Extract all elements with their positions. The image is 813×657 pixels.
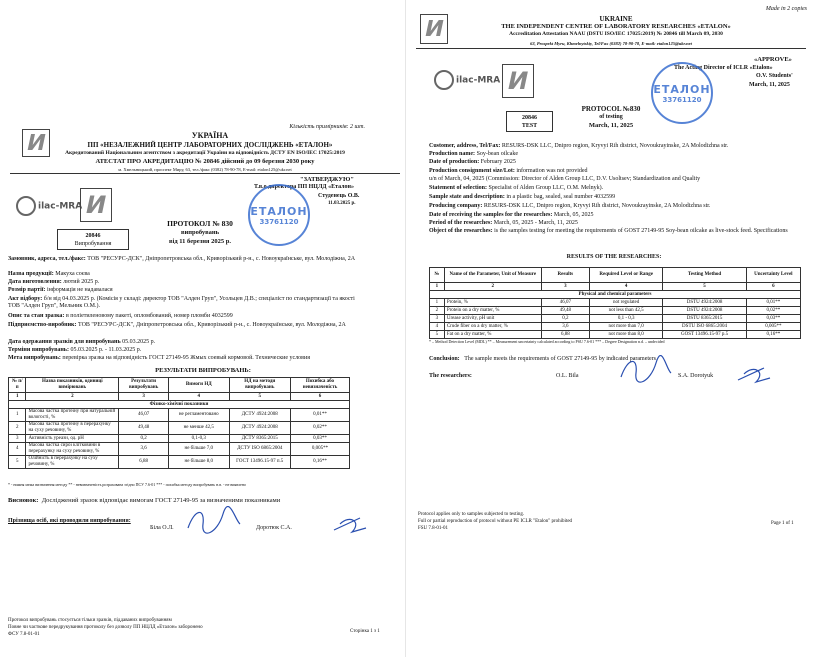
approve-role: The Acting Director of ICLR «Etalon» [674,65,773,71]
col-header: № п/п [9,378,26,393]
col-header: Name of the Parameter, Unit of Measure [444,268,541,283]
table-section-row: Physical and chemical parameters [430,291,801,299]
col-header: Required Level or Range [589,268,663,283]
approve-role: Т.в.о.директора ПП НЦЛД «Еталон» [254,184,354,190]
ilac-mra-logo: ilac-MRA [434,70,500,90]
sample-number: 20846 [85,233,101,239]
field-product-name: Production name: Soy-bean oilcake [429,151,519,157]
field-lot-size: Production consignment size/Lot: information was not provided [429,168,588,174]
signature-bila [183,506,243,536]
protocol-page-english [406,0,813,657]
signer-name: Біла О.Л. [150,525,174,531]
field-production-date: Дата виготовлення: лютий 2025 р. [8,279,100,285]
col-header: Похибка або невизначеність [290,378,349,393]
etalon-mark-icon: И [80,188,112,222]
signers-label: Прізвища осіб, які проводили випробування: [8,518,131,524]
header-country: UKRAINE [599,15,633,23]
field-lot-size: Розмір партії: інформація не надавалася [8,287,113,293]
header-accred: Акредитований Національним агентством з акредитації України на відповідність ДСТУ EN ISO/IEC 17025:2019 [65,150,345,156]
approve-name: Студенець О.В. [318,193,360,199]
field-customer: Замовник, адреса, тел./факс: ТОВ "РЕСУРС-ДСК", Дніпропетровська обл., Криворізький р-н., с. Новоукраїнське, вул. Молодіжна, 2А [8,256,356,262]
header-country: УКРАЇНА [191,131,229,140]
table-section-row: Фізико-хімічні показники [9,401,350,409]
table-footnote: * – Method Detection Level (MDL) ** – Measurement uncertainty calculated according to PSU 7.6-01 *** – Degree Designation n.d. – undecided [429,339,665,344]
field-receipt-date: Дата одержання зразків для випробувань 05.03.2025 р. [8,339,156,345]
footer-line: ФСУ 7.8-01-01 [8,632,40,637]
results-title: RESULTS OF THE RESEARCHES: [566,254,662,260]
signature-dorotyuk [330,512,370,536]
table-row: 1 Protein, % 46,07 not regulated DSTU 4924:2008 0,01** [430,299,801,307]
header-org: ПП «НЕЗАЛЕЖНИЙ ЦЕНТР ЛАБОРАТОРНИХ ДОСЛІДЖЕНЬ «ЕТАЛОН» [87,141,333,149]
etalon-seal-stamp [248,184,310,246]
signer-name: Доротюк С.А. [256,525,292,531]
table-index-row: 1 2 3 4 5 6 [430,283,801,291]
col-header: Uncertainty Level [746,268,800,283]
field-sampling-act: Акт відбору: б/н від 04.03.2025 р. (Комісія у складі: директор ТОВ "Алден Груп", Усольцев Д.В.; спеціаліст по стандартизації та якості ТОВ "Алден Груп", Мельник О.М.). [8,296,355,309]
etalon-mark-icon: И [502,64,534,98]
table-header-row [430,268,801,283]
table-row: 4 Масова частка сирої клітковини в перерахунку на суху речовину, % 3,6 не більше 7,0 ДСТУ ISO 6865:2004 0,005** [9,443,350,456]
approve-name: O.V. Students' [756,73,793,79]
protocol-date: від 11 березня 2025 р. [169,238,231,245]
col-header: № [430,268,445,283]
copies-note: Made in 2 copies [765,6,807,12]
header-address: 63, Prospekt Myru, Khmelnytskiy, Tel/Fax (0382) 78-90-78, E-mail: etalon125@ukr.net [416,41,806,49]
field-producer: Підприємство-виробник: ТОВ "РЕСУРС-ДСК", Дніпропетровська обл., Криворізький р-н., с. Новоукраїнське, вул. Молодіжна, 2А [8,322,346,328]
protocol-page-ukrainian [0,0,405,657]
page-number: Сторінка 1 з 1 [350,629,380,634]
field-statement-selection: Statement of selection: Specialist of Alden Group LLC, O.M. Melnyk). [429,185,604,191]
footer-line: Full or partial reproduction of protocol without PE ICLR "Etalon" prohibited [418,519,573,524]
copies-note: Кількість примірників: 2 шт. [289,124,365,130]
footer-line: Протокол випробувань стосується тільки зразків, піддаваних випробуванням [8,618,172,623]
ilac-mra-logo: ilac-MRA [16,196,82,216]
table-row: 3 Urease activity, pH unit 0,2 0,1 - 0,3 DSTU 8365:2015 0,03** [430,315,801,323]
col-header: Вимоги НД [169,378,230,393]
col-header: Результати випробувань [119,378,169,393]
table-footnote: * - нижня межа визначення методу ** - невизначеність розрахована згідно ПСУ 7.6-01 *** - похибка методу випробувань н.в. - не виявлено [8,482,246,487]
results-title: РЕЗУЛЬТАТИ ВИПРОБУВАНЬ: [155,367,251,374]
approve-date: March, 11, 2025 [749,82,790,88]
table-row: 2 Масова частка протеїну в перерахунку на суху речовину, % 49,48 не менше 42,5 ДСТУ 4924:2008 0,02** [9,422,350,435]
col-header: Testing Method [663,268,746,283]
field-test-period: Терміни випробувань: 05.03.2025 р. - 11.03.2025 р. [8,347,142,353]
stamp-code: 33761120 [662,95,702,104]
signer-name: O.L. Bila [556,373,579,379]
footer-line: Повне чи часткове передрукування протоколу без дозволу ПП НЦЛД «Еталон» заборонено [8,625,203,630]
table-row: 5 Олійність в перерахунку на суху речовину, % 6,88 не більше 8,0 ГОСТ 13496.15-97 п.5 0,16** [9,456,350,469]
header-org: THE INDEPENDENT CENTRE OF LABORATORY RESEARCHES «ETALON» [501,23,731,30]
protocol-subtitle: випробувань [180,229,220,236]
stamp-text: ЕТАЛОН [653,82,711,96]
table-row: 1 Масова частка протеїну при натуральній вологості, % 46,07 не регламентовано ДСТУ 4924:2008 0,01** [9,409,350,422]
protocol-subtitle: of testing [599,114,623,120]
results-table [8,377,350,469]
sample-number: 20846 [522,115,537,121]
col-header: Назва показників, одиниці вимірювань [26,378,119,393]
approve-title: "ЗАТВЕРДЖУЮ" [300,176,354,183]
table-row: 4 Crude fiber on a dry matter, % 3,6 not more than 7,0 DSTU ISO 6865:2004 0,005** [430,323,801,331]
table-index-row: 1 2 3 4 5 6 [9,393,350,401]
etalon-logo: И [22,129,50,157]
field-test-period: Period of the researches: March, 05, 2025 - March, 11, 2025 [429,220,578,226]
protocol-title: ПРОТОКОЛ № 830 [167,219,233,228]
header-address: м. Хмельницький, проспект Миру, 63, тел./факс (0382) 78-90-78, E-mail: etalon125@ukr.net [10,167,400,174]
protocol-date: March, 11, 2025 [588,122,634,129]
etalon-logo: И [420,14,448,44]
conclusion: Conclusion: The sample meets the requirements of GOST 27149-95 by indicated parameters. [429,356,658,362]
field-sample-state: Sample state and description: in a plastic bag, sealed, seal number 4032599 [429,194,616,200]
field-product-name: Назва продукції: Макуха соєва [8,271,90,277]
sample-label: Випробування [74,241,112,247]
field-sample-state: Опис та стан зразка: в поліетиленовому пакеті, опломбований, номер пломби 4032599 [8,313,233,319]
table-row: 2 Protein on a dry matter, % 49,48 not less than 42,5 DSTU 4924:2008 0,02** [430,307,801,315]
results-table [429,267,801,339]
col-header: НД на методи випробувань [229,378,290,393]
sample-number-box [57,229,129,250]
table-header-row [9,378,350,393]
header-accred: Accreditation Attestation NAAU (DSTU ISO/IEC 17025:2019) № 20846 till March 09, 2030 [509,31,723,37]
field-production-date: Date of production: February 2025 [429,159,516,165]
footer-line: FSU 7.8-01-01 [418,526,449,531]
approve-title: «APPROVE» [754,56,792,63]
sample-number-box [506,111,553,132]
field-customer: Customer, address, Tel/Fax: RESURS-DSK LLC, Dnipro region, Kryvyi Rih district, Novoukrayinske, 2A Molodizhna str. [429,143,729,149]
field-producer: Producing company: RESURS-DSK LLC, Dnipro region, Kryvyi Rih district, Novoukrayinske, 2A Molodizhna str. [429,203,711,209]
sample-label: TEST [521,123,538,129]
field-receipt-date: Date of receiving the samples for the researches: March, 05, 2025 [429,212,594,218]
col-header: Results [541,268,589,283]
field-selection-detail: u/n of March, 04, 2025 (Commission: Director of Alden Group LLC, D.V. Usoltsev; Standardization and Quality [429,176,701,182]
field-test-purpose: Мета випробувань: перевірка зразка на відповідність ГОСТ 27149-95 Жмых соевый кормовой. Технические условия [8,355,310,361]
signer-name: S.A. Dorotyuk [678,373,714,379]
header-attestat: АТЕСТАТ ПРО АКРЕДИТАЦІЮ № 20846 дійсний до 09 березня 2030 року [95,158,315,165]
field-test-object: Object of the researches: is the samples testing for meeting the requirements of GOST 27149-95 Soy-bean oilcake as live-stock feed. Specifications [429,228,788,234]
footer-line: Protocol applies only to samples subjected to testing. [418,512,525,517]
stamp-code: 33761120 [259,217,299,226]
table-row: 5 Fat on a dry matter, % 6,88 not more than 8,0 GOST 13496.15-97 p.5 0,16** [430,331,801,339]
protocol-title: PROTOCOL №830 [581,105,641,113]
table-row: 3 Активність уреази, од. рН 0,2 0,1-0,3 ДСТУ 8365:2015 0,03** [9,435,350,443]
page-number: Page 1 of 1 [771,521,794,526]
signature-dorotyuk [734,362,774,386]
signature-bila [616,355,674,385]
signers-label: The researchers: [429,373,472,379]
stamp-text: ЕТАЛОН [250,204,308,218]
approve-date: 11.03.2025 р. [328,201,356,206]
conclusion: Висновок: Досліджений зразок відповідає вимогам ГОСТ 27149-95 за визначеними показниками [8,497,281,504]
